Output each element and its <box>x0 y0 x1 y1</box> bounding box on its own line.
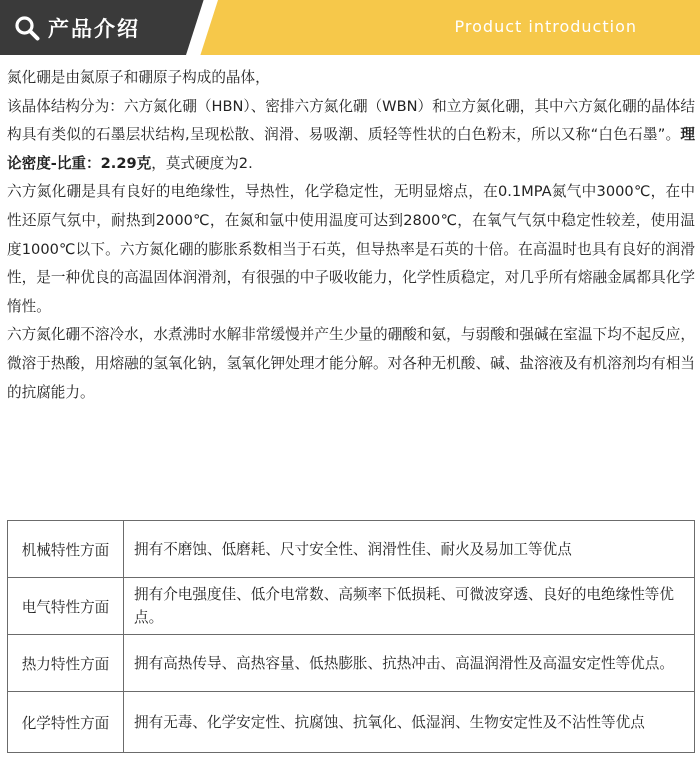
section-header <box>0 0 700 55</box>
paragraph-4: 六方氮化硼不溶冷水，水煮沸时水解非常缓慢并产生少量的硼酸和氨，与弱酸和强碱在室温下均不起反应，微溶于热酸，用熔融的氢氧化钠，氢氧化钾处理才能分解。对各种无机酸、碱、盐溶液及有机溶剂均有相当的抗腐能力。 <box>7 326 695 401</box>
properties-table <box>7 520 695 753</box>
property-value: 拥有高热传导、高热容量、低热膨胀、抗热冲击、高温润滑性及高温安定性等优点。 <box>124 635 695 692</box>
header-title-en: Product introduction <box>454 17 637 36</box>
intro-text <box>7 64 695 407</box>
header-brand <box>14 0 140 55</box>
paragraph-2 <box>7 93 695 179</box>
property-value: 拥有介电强度佳、低介电常数、高频率下低损耗、可微波穿透、良好的电绝缘性等优点。 <box>124 578 695 635</box>
table-row <box>8 635 695 692</box>
table-row <box>8 521 695 578</box>
property-name: 化学特性方面 <box>8 692 124 753</box>
property-name: 热力特性方面 <box>8 635 124 692</box>
table-row <box>8 578 695 635</box>
density-text: 理论密度-比重：2.29克 <box>7 126 695 172</box>
paragraph-2-text: 该晶体结构分为：六方氮化硼（HBN）、密排六方氮化硼（WBN）和立方氮化硼，其中六方氮化硼的晶体结构具有类似的石墨层状结构,呈现松散、润滑、易吸潮、质轻等性状的白色粉末，所以又称“白色石墨”。 <box>7 97 695 144</box>
magnifier-icon <box>14 15 40 41</box>
property-value: 拥有无毒、化学安定性、抗腐蚀、抗氧化、低湿润、生物安定性及不沾性等优点 <box>124 692 695 753</box>
table-row <box>8 692 695 753</box>
paragraph-1: 氮化硼是由氮原子和硼原子构成的晶体， <box>7 69 270 86</box>
header-title: 产品介绍 <box>48 16 140 41</box>
property-value: 拥有不磨蚀、低磨耗、尺寸安全性、润滑性佳、耐火及易加工等优点 <box>124 521 695 578</box>
property-name: 机械特性方面 <box>8 521 124 578</box>
paragraph-3: 六方氮化硼是具有良好的电绝缘性，导热性，化学稳定性，无明显熔点，在0.1MPA氮气中3000℃，在中性还原气氛中，耐热到2000℃，在氮和氩中使用温度可达到2800℃，在氧气气氛中稳定性较差，使用温度1000℃以下。六方氮化硼的膨胀系数相当于石英，但导热率是石英的十倍。在高温时也具有良好的润滑性，是一种优良的高温固体润滑剂，有很强的中子吸收能力，化学性质稳定，对几乎所有熔融金属都具化学惰性。 <box>7 183 695 315</box>
property-name: 电气特性方面 <box>8 578 124 635</box>
hardness-text: ，莫式硬度为2. <box>151 154 253 172</box>
